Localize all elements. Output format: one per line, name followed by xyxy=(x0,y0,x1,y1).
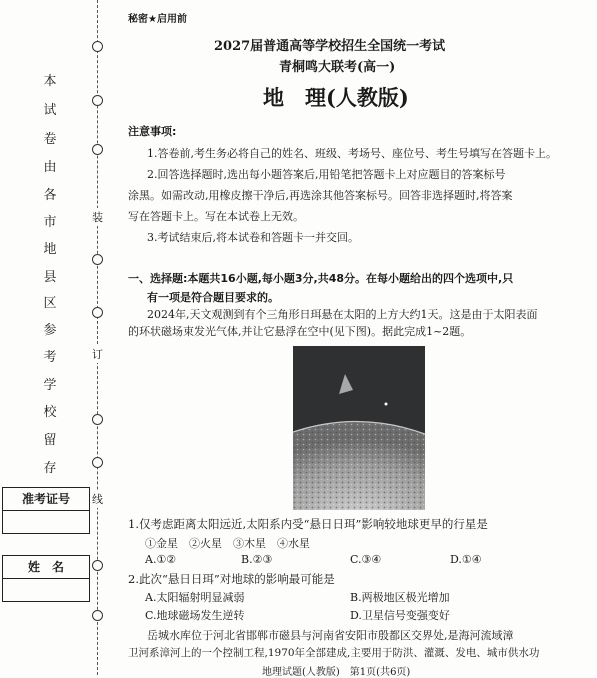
notice-title: 注意事项: xyxy=(128,125,177,138)
exam-id-box xyxy=(2,487,90,534)
q2-option-c: C.地球磁场发生逆转 xyxy=(145,609,245,622)
section-heading-cont: 有一项是符合题目要求的。 xyxy=(147,291,279,304)
binding-hole-icon xyxy=(92,457,103,468)
q1-option-a: A.①② xyxy=(145,553,177,566)
secret-mark: 秘密★启用前 xyxy=(128,14,187,25)
notice-char: 各 xyxy=(43,188,57,203)
notice-char: 存 xyxy=(43,461,57,476)
notice-char: 卷 xyxy=(43,132,57,147)
passage-line: 的环状磁场束发光气体,并让它悬浮在空中(见下图)。据此完成1~2题。 xyxy=(128,325,472,338)
exam-id-field[interactable] xyxy=(3,511,89,533)
page-footer: 地理试题(人教版) 第1页(共6页) xyxy=(262,667,411,678)
passage-line: 2024年,天文观测到有个三角形日珥悬在太阳的上方大约1天。这是由于太阳表面 xyxy=(147,308,538,321)
notice-item: 1.答卷前,考生务必将自己的姓名、班级、考场号、座位号、考生号填写在答题卡上。 xyxy=(147,147,557,160)
solar-prominence-photo xyxy=(293,346,425,510)
question-1-stem: 1.仅考虑距离太阳远近,太阳系内受“悬日日珥”影响较地球更早的行星是 xyxy=(128,517,488,531)
binding-hole-icon xyxy=(92,254,103,265)
notice-item: 写在答题卡上。写在本试卷上无效。 xyxy=(128,210,304,223)
passage-line: 岳城水库位于河北省邯郸市磁县与河南省安阳市殷都区交界处,是海河流域漳 xyxy=(147,629,514,642)
binding-hole-icon xyxy=(92,307,103,318)
notice-item: 2.回答选择题时,选出每小题答案后,用铅笔把答题卡上对应题目的答案标号 xyxy=(147,168,506,181)
notice-char: 由 xyxy=(43,160,57,175)
binding-hole-icon xyxy=(92,144,103,155)
binding-hole-icon xyxy=(92,41,103,52)
passage-line: 卫河系漳河上的一个控制工程,1970年全部建成,主要用于防洪、灌溉、发电、城市供水功 xyxy=(128,647,540,659)
question-2-stem: 2.此次“悬日日珥”对地球的影响最可能是 xyxy=(128,572,335,586)
binding-char: 装 xyxy=(92,208,103,226)
notice-item: 3.考试结束后,将本试卷和答题卡一并交回。 xyxy=(147,231,359,244)
notice-char: 本 xyxy=(43,74,57,89)
binding-hole-icon xyxy=(92,610,103,621)
notice-char: 学 xyxy=(43,378,57,393)
notice-char: 校 xyxy=(43,405,57,420)
notice-char: 县 xyxy=(43,270,57,285)
notice-char: 区 xyxy=(43,296,57,311)
binding-char: 线 xyxy=(92,490,103,508)
notice-char: 参 xyxy=(43,323,57,338)
question-1-items: ①金星 ②火星 ③木星 ④水星 xyxy=(145,537,310,550)
name-box xyxy=(2,555,90,602)
notice-char: 留 xyxy=(43,433,57,448)
notice-char: 地 xyxy=(43,242,57,257)
exam-title: 2027届普通高等学校招生全国统一考试 xyxy=(214,39,446,54)
subject-title: 地 理(人教版) xyxy=(263,85,409,110)
q2-option-d: D.卫星信号变强变好 xyxy=(350,609,450,622)
notice-char: 试 xyxy=(43,103,57,118)
name-field[interactable] xyxy=(3,579,89,601)
binding-hole-icon xyxy=(92,560,103,571)
binding-char: 订 xyxy=(92,345,103,363)
notice-char: 考 xyxy=(43,350,57,365)
q1-option-b: B.②③ xyxy=(241,553,273,566)
notice-char: 市 xyxy=(43,215,57,230)
binding-hole-icon xyxy=(92,414,103,425)
q2-option-b: B.两极地区极光增加 xyxy=(350,591,450,604)
binding-hole-icon xyxy=(92,95,103,106)
exam-subtitle: 青桐鸣大联考(高一) xyxy=(279,60,396,75)
exam-id-label: 准考证号 xyxy=(3,488,89,511)
q2-option-a: A.太阳辐射明显减弱 xyxy=(145,591,245,604)
section-heading: 一、选择题:本题共16小题,每小题3分,共48分。在每小题给出的四个选项中,只 xyxy=(128,272,514,285)
notice-item: 涂黑。如需改动,用橡皮擦干净后,再选涂其他答案标号。回答非选择题时,将答案 xyxy=(128,189,513,202)
q1-option-d: D.①④ xyxy=(450,553,482,566)
name-label: 姓 名 xyxy=(3,556,89,579)
q1-option-c: C.③④ xyxy=(350,553,382,566)
